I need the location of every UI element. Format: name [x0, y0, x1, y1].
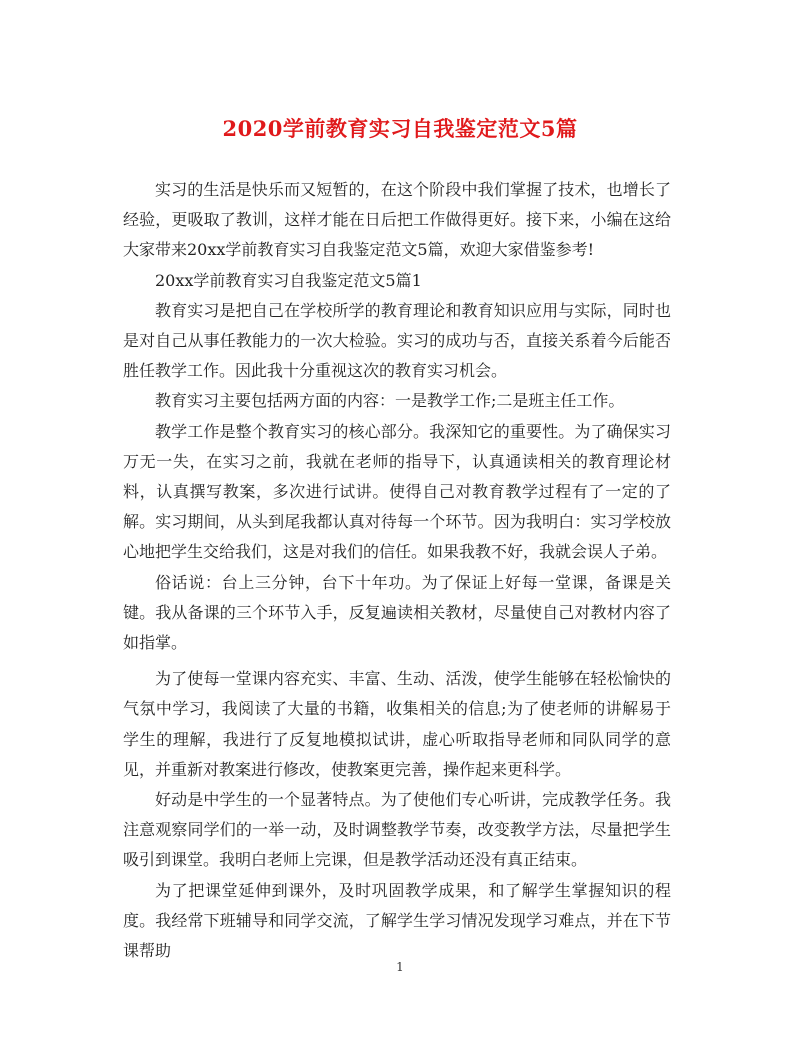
paragraph: 教学工作是整个教育实习的核心部分。我深知它的重要性。为了确保实习万无一失，在实习之前，我就在老师的指导下，认真通读相关的教育理论材料，认真撰写教案，多次进行试讲。使得自己对教育教学过程有了一定的了解。实习期间，从头到尾我都认真对待每一个环节。因为我明白：实习学校放心地把学生交给我们，这是对我们的信任。如果我教不好，我就会误人子弟。 [123, 421, 671, 562]
section-heading: 20xx学前教育实习自我鉴定范文5篇1 [155, 270, 422, 290]
paragraph: 为了把课堂延伸到课外，及时巩固教学成果，和了解学生掌握知识的程度。我经常下班辅导和同学交流，了解学生学习情况发现学习难点，并在下节课帮助 [123, 880, 671, 961]
paragraph: 俗话说：台上三分钟，台下十年功。为了保证上好每一堂课，备课是关键。我从备课的三个环节入手，反复遍读相关教材，尽量使自己对教材内容了如指掌。 [123, 572, 671, 653]
document-title: 2020学前教育实习自我鉴定范文5篇 [222, 116, 578, 141]
paragraph: 为了使每一堂课内容充实、丰富、生动、活泼，使学生能够在轻松愉快的气氛中学习，我阅读了大量的书籍，收集相关的信息;为了使老师的讲解易于学生的理解，我进行了反复地模拟试讲，虚心听取指导老师和同队同学的意见，并重新对教案进行修改，使教案更完善，操作起来更科学。 [123, 669, 671, 779]
page-number: 1 [396, 960, 404, 974]
paragraph: 教育实习是把自己在学校所学的教育理论和教育知识应用与实际，同时也是对自己从事任教能力的一次大检验。实习的成功与否，直接关系着今后能否胜任教学工作。因此我十分重视这次的教育实习机会。 [123, 300, 671, 381]
document-body [123, 175, 671, 966]
paragraph: 好动是中学生的一个显著特点。为了使他们专心听讲，完成教学任务。我注意观察同学们的一举一动，及时调整教学节奏，改变教学方法，尽量把学生吸引到课堂。我明白老师上完课，但是教学活动还没有真正结束。 [123, 790, 671, 870]
paragraph-intro: 实习的生活是快乐而又短暂的，在这个阶段中我们掌握了技术，也增长了经验，更吸取了教训，这样才能在日后把工作做得更好。接下来，小编在这给大家带来20xx学前教育实习自我鉴定范文5篇，欢迎大家借鉴参考! [123, 180, 671, 260]
paragraph: 教育实习主要包括两方面的内容：一是教学工作;二是班主任工作。 [155, 391, 625, 411]
